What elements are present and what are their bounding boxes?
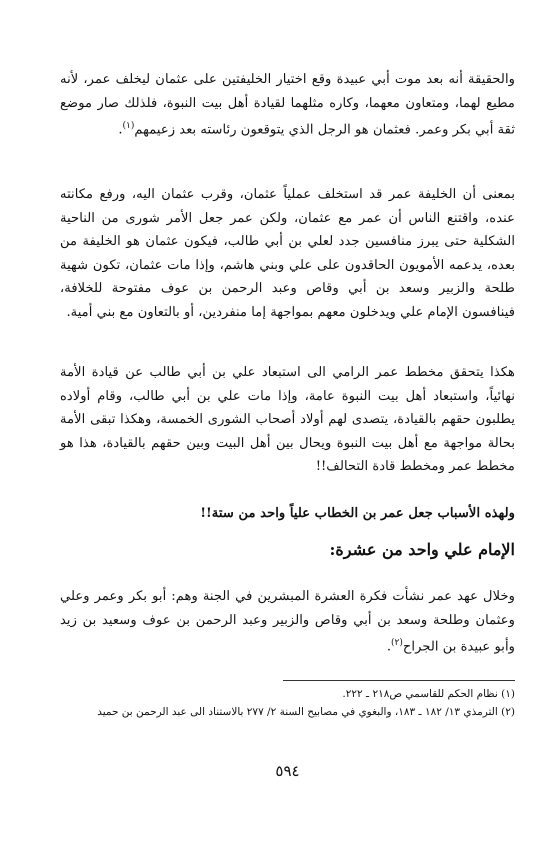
- footnote-1: (١) نظام الحكم للقاسمي ص٢١٨ ـ ٢٢٢.: [342, 688, 515, 700]
- paragraph-3: هكذا يتحقق مخطط عمر الرامي الى استبعاد علي بن أبي طالب عن قيادة الأمة نهائياً، واستبعاد أهل بيت النبوة عامة، وإذا مات علي بن أبي طالب، وقام أولاده يطلبون حقهم بالقيادة، يتصدى لهم أولاد أصحاب الشورى الخمسة، وهكذا تبقى الأمة بحالة مواجهة مع أهل بيت النبوة ويحال بين أهل البيت وبين حقهم بالقيادة، هذا هو مخطط عمر ومخطط قادة التحالف!!: [60, 365, 515, 474]
- paragraph-4: ولهذه الأسباب جعل عمر بن الخطاب علياً واحد من ستة!!: [200, 506, 515, 521]
- paragraph-2: بمعنى أن الخليفة عمر قد استخلف عملياً عثمان، وقرب عثمان اليه، ورفع مكانته عنده، واقتنع الناس أن عمر مع عثمان، ولكن عمر جعل الأمر شورى من الناحية الشكلية حتى يبرز منافسين جدد لعلي بن أبي طالب، فيكون عثمان هو الخليفة من بعده، يدعمه الأمويون الحاقدون على علي وبني هاشم، وإذا مات عثمان، تكون شهية طلحة والزبير وسعد بن أبي وقاص وعبد الرحمن بن عوف مفتوحة للخلافة، فينافسون الإمام علي ويدخلون معهم بمواجهة إما منفردين، أو بالتعاون مع بني أمية.: [60, 187, 515, 320]
- paragraph-1-text: والحقيقة أنه بعد موت أبي عبيدة وقع اختيار الخليفتين على عثمان ليخلف عمر، لأنه مطيع لهما، ومتعاون معهما، وكاره مثلهما لقيادة أهل بيت النبوة، فلذلك صار موضع ثقة أبي بكر وعمر. فعثمان هو الرجل الذي يتوقعون رئاسته بعد زعيمهم: [60, 72, 515, 138]
- paragraph-5: [60, 585, 515, 659]
- paragraph-5-end: .: [386, 639, 392, 655]
- footnote-ref-2: (٢): [391, 638, 403, 648]
- page-number: ٥٩٤: [275, 762, 300, 780]
- paragraph-1: والحقيقة أنه بعد موت أبي عبيدة وقع اختيار الخليفتين على عثمان ليخلف عمر، لأنه مطيع لهما، ومتعاون معهما، وكاره مثلهما لقيادة أهل بيت النبوة، فلذلك صار موضع ثقة أبي بكر وعمر. فعثمان هو الرجل الذي يتوقعون رئاسته بعد زعيمهم$^{(١)}$.: [60, 72, 515, 138]
- footnote-divider: [283, 680, 515, 681]
- document-page: [60, 40, 515, 830]
- section-heading: الإمام علي واحد من عشرة:: [329, 540, 515, 559]
- footnote-2: (٢) الترمذي ١٣/ ١٨٢ ـ ١٨٣، والبغوي في مصابيح السنة ٢/ ٢٧٧ بالاستناد الى عبد الرحمن بن حميد: [97, 706, 515, 718]
- paragraph-5-text: وخلال عهد عمر نشأت فكرة العشرة المبشرين في الجنة وهم: أبو بكر وعمر وعلي وعثمان وطلحة وسعد بن أبي وقاص والزبير وعبد الرحمن بن عوف وسعيد بن زيد وأبو عبيدة بن الجراح: [60, 589, 515, 655]
- footnote-ref-1: (١): [122, 121, 135, 131]
